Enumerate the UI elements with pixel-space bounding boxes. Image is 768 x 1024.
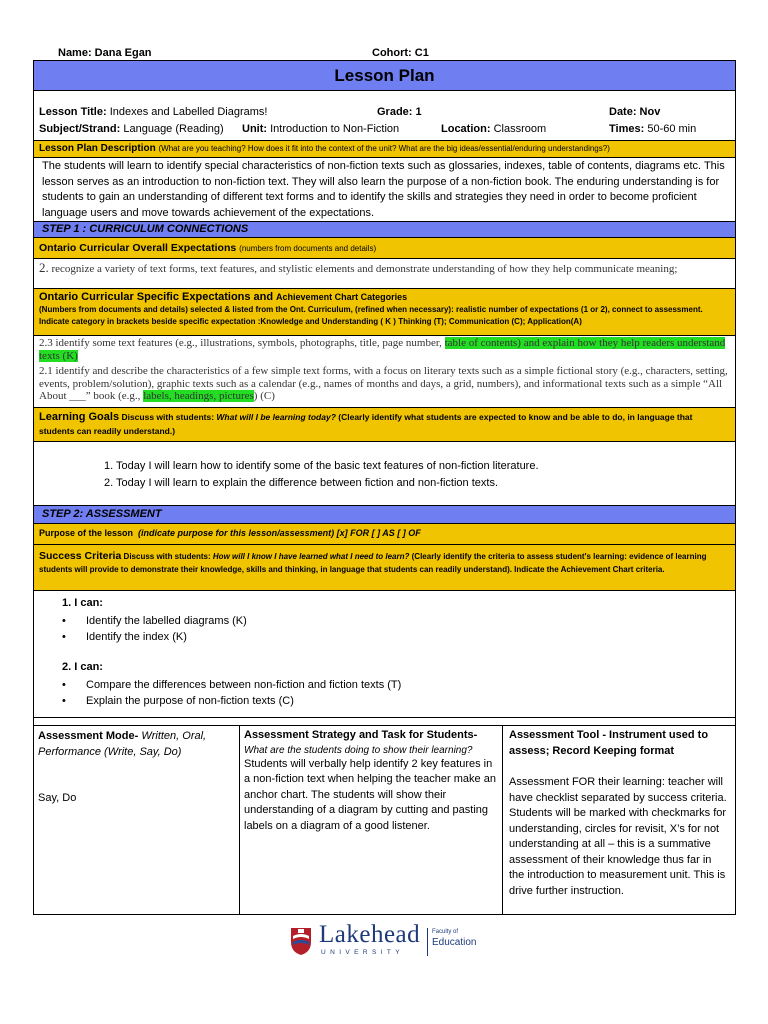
grade-field: Grade: 1	[377, 106, 422, 118]
assessment-mode-cell: Assessment Mode- Written, Oral, Performance (Write, Say, Do) Say, Do	[34, 726, 240, 915]
learning-goals	[34, 442, 735, 506]
lakehead-crest-icon	[289, 926, 313, 956]
criteria-group-2-title: 2. I can:	[62, 661, 103, 673]
faculty-name: Education	[432, 937, 477, 948]
teacher-name: Name: Dana Egan	[58, 47, 152, 59]
lesson-title-field: Lesson Title: Indexes and Labelled Diagrams!	[39, 106, 268, 118]
description-heading: Lesson Plan Description (What are you teaching? How does it fit into the context of the unit? What are the big ideas/essential/enduring understandings?)	[34, 141, 735, 158]
subject-field: Subject/Strand: Language (Reading)	[39, 123, 224, 135]
location-field: Location: Classroom	[441, 123, 547, 135]
specific-expectations-heading: Ontario Curricular Specific Expectations and Achievement Chart Categories (Numbers from documents and details) selected & listed from the Ont. Curriculum, (refined when necessary): realistic number of expectations (1 or 2), connect to assessment. Indicate category in brackets beside specific expectation :Knowledge and Understanding ( K ) Thinking (T); Communication (C); Application(A)	[34, 289, 735, 336]
assessment-strategy-cell: Assessment Strategy and Task for Students- What are the students doing to show their learning? Students will verbally help identify 2 key features in a non-fiction text when helping the teacher make an anchor chart. The students will show their understanding of a diagram by cutting and pasting labels on a diagram of a good listener.	[240, 726, 503, 915]
success-criteria-heading: Success Criteria Discuss with students: How will I know I have learned what I need to learn? (Clearly identify the criteria to assess student's learning: evidence of learning students will provide to demonstrate their knowledge, skills and thinking, in language that students can readily understand). Indicate the Achievement Chart criteria.	[34, 545, 735, 591]
criteria-group-1	[62, 613, 247, 645]
logo-university: UNIVERSITY	[321, 949, 405, 956]
overall-expectation: 2. recognize a variety of text forms, text features, and stylistic elements and demonstrate understanding of how they help communicate meaning;	[34, 259, 735, 289]
faculty-label: Faculty of	[432, 929, 459, 935]
page-title: Lesson Plan	[334, 66, 435, 85]
overall-expectations-heading: Ontario Curricular Overall Expectations (numbers from documents and details)	[34, 238, 735, 259]
description-text: The students will learn to identify special characteristics of non-fiction texts such as glossaries, indexes, table of contents, diagrams etc. This lesson serves as an introduction to non-fiction text. They will also learn the purpose of a non-fiction book. The enduring understanding is for students to gain an understanding of different text forms and to identify the skills and strategies they need in order to become proficient language users and move towards achievement of the expectations.	[34, 158, 735, 222]
logo-divider	[427, 928, 428, 956]
criteria-group-2	[62, 677, 401, 709]
date-field: Date: Nov	[609, 106, 661, 118]
times-field: Times: 50-60 min	[609, 123, 697, 135]
logo-wordmark: Lakehead	[319, 921, 421, 948]
lesson-info	[34, 91, 735, 141]
purpose-row: Purpose of the lesson (indicate purpose for this lesson/assessment) [x] FOR [ ] AS [ ] OF	[34, 524, 735, 545]
criteria-item: • Identify the labelled diagrams (K)	[62, 615, 247, 627]
title-bar	[34, 61, 735, 91]
lesson-plan-sheet	[33, 60, 736, 915]
criteria-group-1-title: 1. I can:	[62, 597, 103, 609]
expectation-2-1: 2.1 identify and describe the characteristics of a few simple text forms, with a focus on literary texts such as a simple fictional story (e.g., characters, setting, events, problem/solution), graphic texts such as a calendar (e.g., names of months and days, a grid, numbers), and informational texts such as a simple “All About ___” book (e.g., labels, headings, pictures) (C)	[39, 365, 728, 402]
cohort: Cohort: C1	[372, 47, 429, 59]
expectation-2-3: 2.3 identify some text features (e.g., illustrations, symbols, photographs, title, page number, table of contents) and explain how they help readers understand texts (K)	[39, 337, 726, 362]
criteria-item: • Compare the differences between non-fiction and fiction texts (T)	[62, 679, 402, 691]
learning-goals-heading: Learning Goals Discuss with students: What will I be learning today? (Clearly identify what students are expected to know and be able to do, in language that students can readily understand.)	[34, 408, 735, 442]
university-logo	[289, 921, 489, 960]
assessment-table	[34, 725, 735, 914]
success-criteria	[34, 591, 735, 718]
criteria-item: • Explain the purpose of non-fiction texts (C)	[62, 695, 294, 707]
step2-heading: STEP 2: ASSESSMENT	[34, 506, 735, 524]
specific-expectations	[34, 336, 735, 408]
criteria-item: • Identify the index (K)	[62, 631, 187, 643]
learning-goal-2: 2. Today I will learn to explain the difference between fiction and non-fiction texts.	[104, 477, 498, 489]
unit-field: Unit: Introduction to Non-Fiction	[242, 123, 400, 135]
step1-heading: STEP 1 : CURRICULUM CONNECTIONS	[34, 222, 735, 238]
learning-goal-1: 1. Today I will learn how to identify some of the basic text features of non-fiction literature.	[104, 460, 539, 472]
assessment-tool-cell: Assessment Tool - Instrument used to assess; Record Keeping format Assessment FOR their learning: teacher will have checklist separated by success criteria. Students will be marked with checkmarks for understanding, circles for revisit, X’s for not understanding at all – this is a summative assessment of their knowledge thus far in the introduction to measurement unit. This is drive further instruction.	[509, 729, 727, 897]
